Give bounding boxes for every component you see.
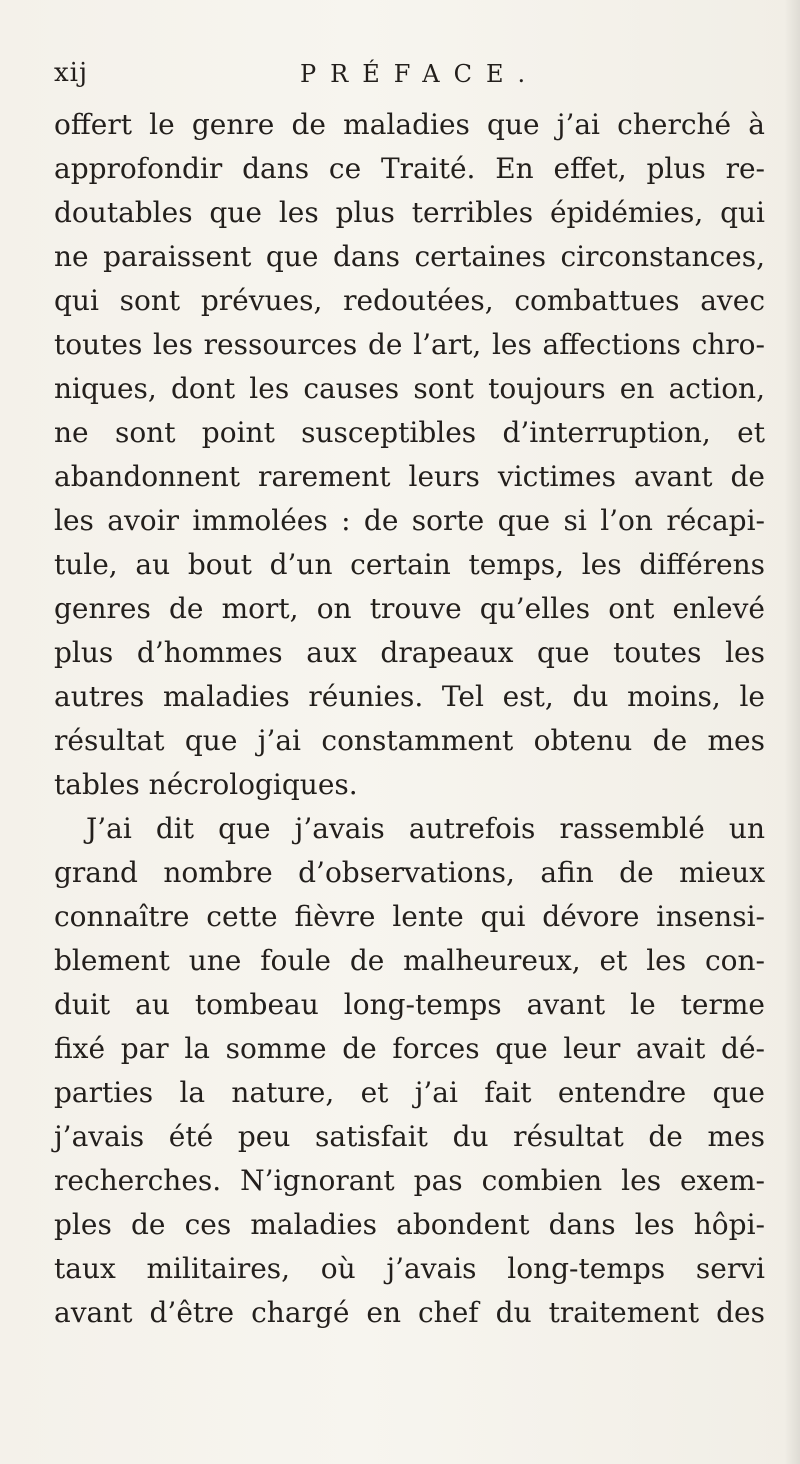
text-line: plus d’hommes aux drapeaux que toutes les: [54, 636, 765, 669]
text-line: résultat que j’ai constamment obtenu de mes: [54, 724, 765, 757]
text-line: les avoir immolées : de sorte que si l’on récapi-: [54, 504, 765, 537]
text-line: j’avais été peu satisfait du résultat de mes: [54, 1120, 765, 1153]
paragraph-last-line: tables nécrologiques.: [54, 768, 358, 801]
text-line: genres de mort, on trouve qu’elles ont enlevé: [54, 592, 765, 625]
page-header: [54, 58, 764, 98]
text-line: taux militaires, où j’avais long-temps servi: [54, 1252, 765, 1285]
text-line: approfondir dans ce Traité. En effet, plus re-: [54, 152, 765, 185]
text-line: offert le genre de maladies que j’ai cherché à: [54, 108, 765, 141]
text-line: niques, dont les causes sont toujours en action,: [54, 372, 765, 405]
paragraph-first-line: J’ai dit que j’avais autrefois rassemblé un: [86, 812, 765, 845]
text-line: grand nombre d’observations, afin de mieux: [54, 856, 765, 889]
text-line: avant d’être chargé en chef du traitement des: [54, 1296, 765, 1329]
text-line: doutables que les plus terribles épidémies, qui: [54, 196, 765, 229]
text-line: toutes les ressources de l’art, les affections chro-: [54, 328, 765, 361]
text-line: ne paraissent que dans certaines circonstances,: [54, 240, 765, 273]
text-line: tule, au bout d’un certain temps, les différens: [54, 548, 765, 581]
text-line: qui sont prévues, redoutées, combattues avec: [54, 284, 765, 317]
text-line: duit au tombeau long-temps avant le terme: [54, 988, 765, 1021]
text-line: abandonnent rarement leurs victimes avant de: [54, 460, 765, 493]
text-line: parties la nature, et j’ai fait entendre que: [54, 1076, 765, 1109]
running-title: PRÉFACE.: [300, 60, 540, 88]
text-line: connaître cette fièvre lente qui dévore insensi-: [54, 900, 765, 933]
page-number: xij: [54, 58, 89, 88]
body-text: [54, 103, 765, 1335]
text-line: recherches. N’ignorant pas combien les exem-: [54, 1164, 765, 1197]
text-line: ne sont point susceptibles d’interruption, et: [54, 416, 765, 449]
page-edge-shadow: [784, 0, 800, 1464]
text-line: blement une foule de malheureux, et les con-: [54, 944, 765, 977]
text-line: fixé par la somme de forces que leur avait dé-: [54, 1032, 765, 1065]
text-line: ples de ces maladies abondent dans les hôpi-: [54, 1208, 765, 1241]
text-line: autres maladies réunies. Tel est, du moins, le: [54, 680, 765, 713]
